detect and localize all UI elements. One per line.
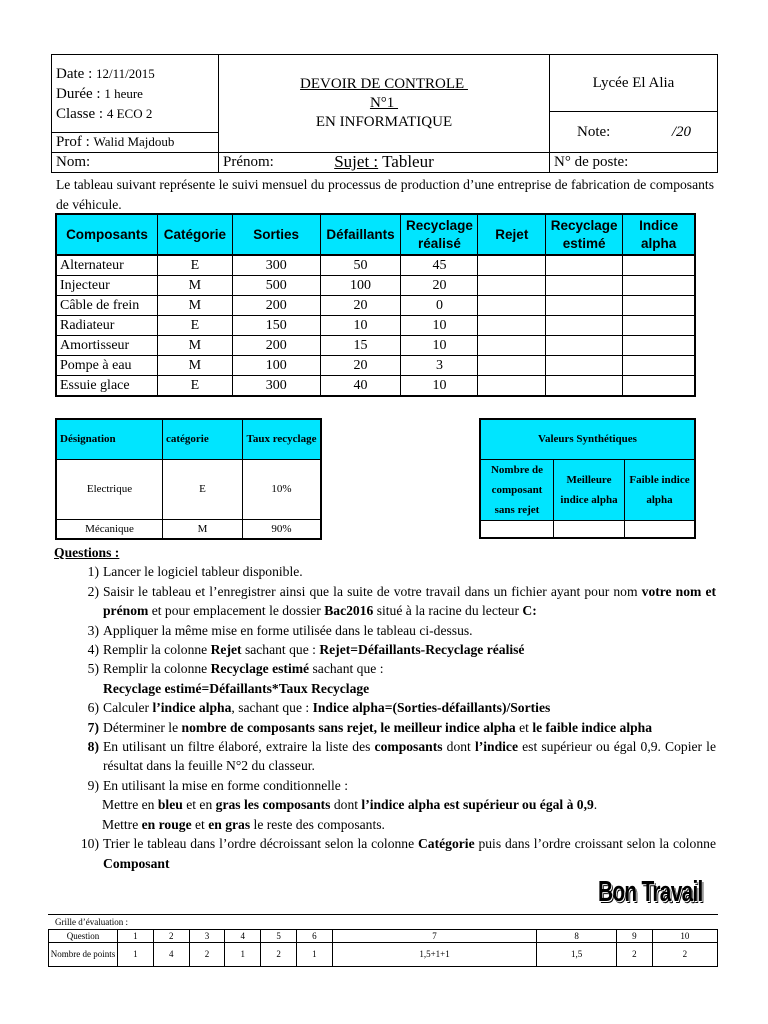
empty-cell [546, 316, 623, 336]
cell: Câble de frein [56, 296, 157, 316]
table-header-row [56, 214, 695, 255]
empty-cell [478, 276, 546, 296]
grid-cell: 8 [537, 930, 617, 943]
cell: M [157, 296, 232, 316]
col-header: Recyclage estimé [546, 214, 623, 255]
cell: 200 [232, 336, 320, 356]
cell: 300 [232, 376, 320, 397]
grid-cell: 7 [332, 930, 536, 943]
cell: E [157, 376, 232, 397]
question-item: 4) Remplir la colonne Rejet sachant que : Rejet=Défaillants-Recyclage réalisé [87, 642, 525, 658]
grid-cell: 1,5+1+1 [332, 943, 536, 967]
cell: 300 [232, 255, 320, 276]
cell: M [157, 356, 232, 376]
table-row [480, 520, 695, 538]
col-header: Recyclage réalisé [401, 214, 478, 255]
grid-cell: 4 [153, 943, 189, 967]
cell: E [157, 255, 232, 276]
formula-line: Recyclage estimé=Défaillants*Taux Recyclage [103, 680, 370, 696]
empty-cell [478, 356, 546, 376]
empty-cell [480, 520, 554, 538]
table-row [56, 276, 695, 296]
grid-question-row [49, 930, 718, 943]
cell: 50 [320, 255, 401, 276]
grid-cell: 3 [189, 930, 225, 943]
cell: E [163, 459, 243, 519]
table-row [56, 519, 321, 539]
col-header: Sorties [232, 214, 320, 255]
table-row [56, 255, 695, 276]
grid-cell: 6 [296, 930, 332, 943]
question-item: 3) Appliquer la même mise en forme utilisée dans le tableau ci-dessus. [87, 622, 473, 638]
empty-cell [623, 296, 695, 316]
grid-cell: 1,5 [537, 943, 617, 967]
question-item: 6) Calculer l’indice alpha, sachant que : Indice alpha=(Sorties-défaillants)/Sorties [87, 700, 551, 716]
empty-cell [623, 276, 695, 296]
col-header: Rejet [478, 214, 546, 255]
empty-cell [478, 296, 546, 316]
cell: M [163, 519, 243, 539]
cell: 10 [401, 316, 478, 336]
empty-cell [623, 376, 695, 397]
cell: Pompe à eau [56, 356, 157, 376]
cell: 0 [401, 296, 478, 316]
cell: Radiateur [56, 316, 157, 336]
cell: 500 [232, 276, 320, 296]
cell: 200 [232, 296, 320, 316]
cell: Mécanique [56, 519, 163, 539]
grid-cell: 1 [225, 943, 261, 967]
grid-points-row [49, 943, 718, 967]
question-item: 2) Saisir le tableau et l’enregistrer ainsi que la suite de votre travail dans un fichier ayant pour nom votre nom et prénom et pour emplacement le dossier Bac2016 situé à la racine du lecteur C: [87, 583, 717, 619]
production-table [55, 213, 696, 397]
exam-title: DEVOIR DE CONTROLE N°1 EN INFORMATIQUE [219, 55, 550, 153]
empty-cell [478, 376, 546, 397]
cell: E [157, 316, 232, 336]
cell: Injecteur [56, 276, 157, 296]
cell: Electrique [56, 459, 163, 519]
grid-cell: 2 [189, 943, 225, 967]
grid-cell: 2 [652, 943, 717, 967]
question-item: 1) Lancer le logiciel tableur disponible. [87, 564, 303, 580]
col-header: Taux recyclage [243, 419, 322, 459]
empty-cell [546, 255, 623, 276]
cell: 10 [320, 316, 401, 336]
empty-cell [554, 520, 625, 538]
empty-cell [478, 316, 546, 336]
grid-cell: 2 [153, 930, 189, 943]
col-header: Composants [56, 214, 157, 255]
grid-cell: 9 [617, 930, 653, 943]
grid-title: Grille d’évaluation : [55, 917, 128, 927]
table-header-row [480, 459, 695, 520]
grid-cell: 1 [118, 930, 154, 943]
empty-cell [546, 336, 623, 356]
empty-cell [623, 356, 695, 376]
empty-cell [546, 376, 623, 397]
table-row [56, 296, 695, 316]
evaluation-grid [48, 929, 718, 967]
cell: Alternateur [56, 255, 157, 276]
cell: 10 [401, 376, 478, 397]
question-item: 8) En utilisant un filtre élaboré, extraire la liste des composants dont l’indice est supérieur ou égal 0,9. Copier le résultat dans la feuille N°2 du classeur. [87, 739, 716, 774]
cell: 20 [401, 276, 478, 296]
col-header: Désignation [56, 419, 163, 459]
cell: 40 [320, 376, 401, 397]
questions-title: Questions : [54, 545, 120, 560]
empty-cell [478, 255, 546, 276]
school-name: Lycée El Alia [550, 55, 718, 112]
cell: Amortisseur [56, 336, 157, 356]
intro-text: Le tableau suivant représente le suivi mensuel du processus de production d’une entreprise de fabrication de composants de véhicule. [56, 177, 714, 212]
empty-cell [623, 255, 695, 276]
cell: M [157, 336, 232, 356]
questions-section [54, 543, 716, 873]
grid-cell: 1 [296, 943, 332, 967]
grid-cell: 10 [652, 930, 717, 943]
table-row [56, 376, 695, 397]
empty-cell [623, 316, 695, 336]
table-row [56, 459, 321, 519]
cell: 20 [320, 296, 401, 316]
grid-cell: 2 [261, 943, 297, 967]
grid-cell: 4 [225, 930, 261, 943]
prof-cell: Prof : Walid Majdoub [52, 133, 219, 153]
cell: 20 [320, 356, 401, 376]
cell: 3 [401, 356, 478, 376]
sub-instruction: Mettre en rouge et en gras le reste des composants. [102, 816, 385, 832]
col-header: catégorie [163, 419, 243, 459]
taux-recyclage-table [55, 418, 322, 540]
table-header-row [56, 419, 321, 459]
cell: 100 [320, 276, 401, 296]
cell: 150 [232, 316, 320, 336]
cell: 15 [320, 336, 401, 356]
col-header: Indice alpha [623, 214, 695, 255]
note-cell: Note: /20 [550, 112, 718, 153]
col-header: Défaillants [320, 214, 401, 255]
grid-cell: 5 [261, 930, 297, 943]
cell: 45 [401, 255, 478, 276]
header-info: Date : 12/11/2015 Durée : 1 heure Classe : 4 ECO 2 [52, 55, 219, 133]
prenom-field: Prénom: [219, 153, 550, 173]
col-header: Nombre de composant sans rejet [480, 459, 554, 520]
col-header: Faible indice alpha [625, 459, 696, 520]
grid-cell: 2 [617, 943, 653, 967]
cell: 10 [401, 336, 478, 356]
question-item: 9) En utilisant la mise en forme conditionnelle : [87, 777, 349, 793]
empty-cell [623, 336, 695, 356]
valeurs-synthetiques-table [479, 418, 696, 539]
nom-field: Nom: [52, 153, 219, 173]
cell: Essuie glace [56, 376, 157, 397]
question-item: 7) Déterminer le nombre de composants sans rejet, le meilleur indice alpha et le faible indice alpha [87, 719, 653, 735]
grid-label: Question [49, 930, 118, 943]
table-row [56, 336, 695, 356]
empty-cell [546, 296, 623, 316]
subject-title: Sujet : Tableur [334, 152, 434, 171]
poste-field: N° de poste: [550, 153, 718, 173]
question-item: 10) Trier le tableau dans l’ordre décroissant selon la colonne Catégorie puis dans l’ordre croissant selon la colonne Composant [80, 836, 716, 871]
cell: 10% [243, 459, 322, 519]
empty-cell [625, 520, 696, 538]
grid-label: Nombre de points [49, 943, 118, 967]
empty-cell [546, 356, 623, 376]
col-header: Meilleure indice alpha [554, 459, 625, 520]
empty-cell [478, 336, 546, 356]
question-item: 5) Remplir la colonne Recyclage estimé sachant que : [87, 661, 384, 677]
cell: 90% [243, 519, 322, 539]
sub-instruction: Mettre en bleu et en gras les composants dont l’indice alpha est supérieur ou égal à 0,9. [102, 797, 598, 813]
col-header: Catégorie [157, 214, 232, 255]
cell: M [157, 276, 232, 296]
grid-cell: 1 [118, 943, 154, 967]
cell: 100 [232, 356, 320, 376]
bon-travail-text: Bon Travail [598, 876, 703, 908]
synth-title: Valeurs Synthétiques [480, 419, 695, 459]
table-row [56, 316, 695, 336]
empty-cell [546, 276, 623, 296]
table-row [56, 356, 695, 376]
